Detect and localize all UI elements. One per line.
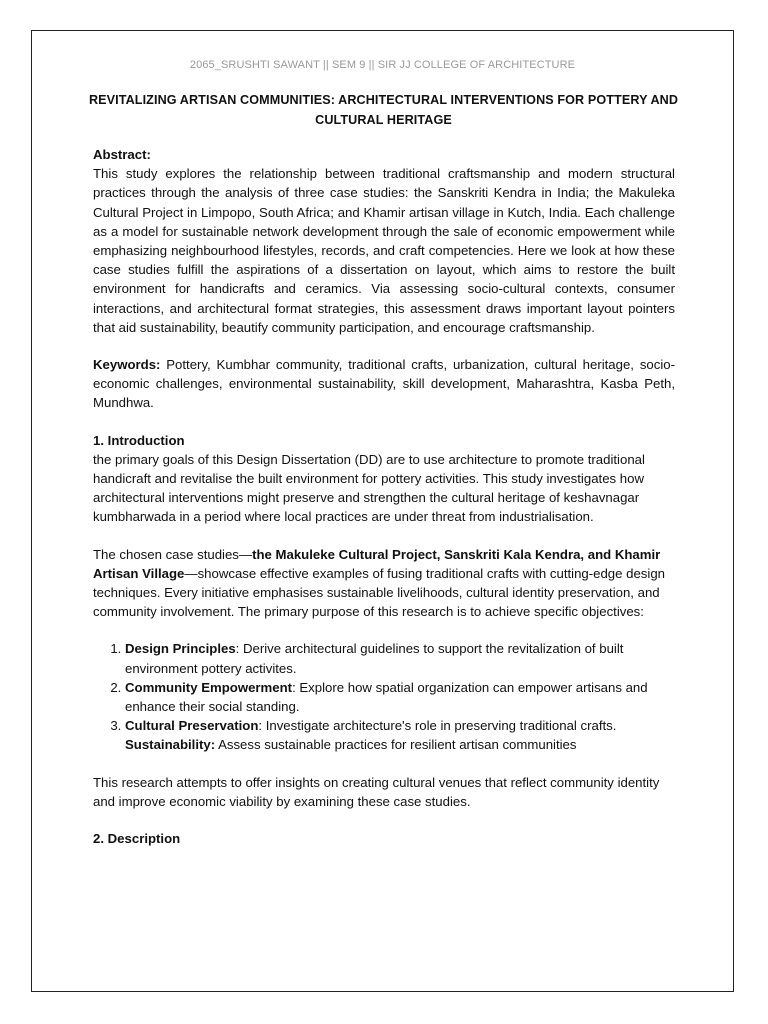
case-studies-names: the Makuleke Cultural Project, Sanskriti Kala Kendra, and Khamir Artisan Village (93, 546, 661, 581)
objectives-list (93, 639, 675, 735)
introduction-paragraph-2 (93, 545, 675, 622)
introduction-heading: 1. Introduction (93, 432, 185, 448)
sustainability-label: Sustainability: (125, 737, 216, 753)
introduction-paragraph-1: the primary goals of this Design Dissertation (DD) are to use architecture to promote traditional handicraft and revitalise the built environment for pottery activities. This study investigates how architectural interventions might preserve and strengthen the cultural heritage of keshavnagar kumbharwada in a period where local practices are under threat from industrialisation. (93, 451, 645, 525)
keywords-paragraph (93, 355, 675, 413)
para2-suffix: —showcase effective examples of fusing traditional crafts with cutting-edge design techniques. Every initiative emphasises sustainable livelihoods, cultural identity preservation, and community involvement. The primary purpose of this research is to achieve specific objectives: (93, 565, 665, 620)
introduction-paragraph-3: This research attempts to offer insights on creating cultural venues that reflect community identity and improve economic viability by examining these case studies. (93, 774, 660, 809)
page-frame (31, 30, 734, 992)
objective-label: Design Principles (125, 641, 236, 657)
keywords-label: Keywords: (93, 357, 161, 373)
objective-label: Cultural Preservation (125, 718, 259, 734)
paper-title: REVITALIZING ARTISAN COMMUNITIES: ARCHITECTURAL INTERVENTIONS FOR POTTERY AND CULTURAL HERITAGE (88, 93, 679, 127)
objective-text: : Derive architectural guidelines to support the revitalization of built environment pottery activites. (125, 641, 624, 676)
objective-text: : Explore how spatial organization can empower artisans and enhance their social standing. (125, 679, 648, 715)
abstract-text: This study explores the relationship between traditional craftsmanship and modern structural practices through the analysis of three case studies: the Sanskriti Kendra in India; the Makuleka Cultural Project in Limpopo, South Africa; and Khamir artisan village in Kutch, India. Each challenge as a model for sustainable network development through the sale of economic empowerment while emphasizing neighbourhood lifestyles, records, and craft competencies. Here we look at how these case studies fulfill the aspirations of a dissertation on layout, which aims to restore the built environment for handicrafts and ceramics. Via assessing socio-cultural contexts, consumer interactions, and architectural format strategies, this assessment draws important layout pointers that aid sustainability, beautify community participation, and encourage craftsmanship. (93, 166, 675, 335)
objective-item (125, 639, 675, 677)
page-header: 2065_SRUSHTI SAWANT || SEM 9 || SIR JJ COLLEGE OF ARCHITECTURE (189, 59, 576, 71)
para2-prefix: The chosen case studies— (93, 546, 253, 562)
paper-body (93, 145, 675, 848)
sustainability-line (93, 735, 675, 754)
sustainability-text: Assess sustainable practices for resilient artisan communities (215, 737, 577, 753)
keywords-text: Pottery, Kumbhar community, traditional crafts, urbanization, cultural heritage, socio-economic challenges, environmental sustainability, skill development, Maharashtra, Kasba Peth, Mundhwa. (93, 357, 675, 411)
abstract-heading: Abstract: (93, 147, 151, 162)
objective-item (125, 716, 675, 735)
objective-text: : Investigate architecture's role in preserving traditional crafts. (258, 718, 617, 734)
objective-item (125, 678, 675, 716)
objective-label: Community Empowerment (125, 679, 293, 695)
description-heading: 2. Description (93, 831, 181, 847)
